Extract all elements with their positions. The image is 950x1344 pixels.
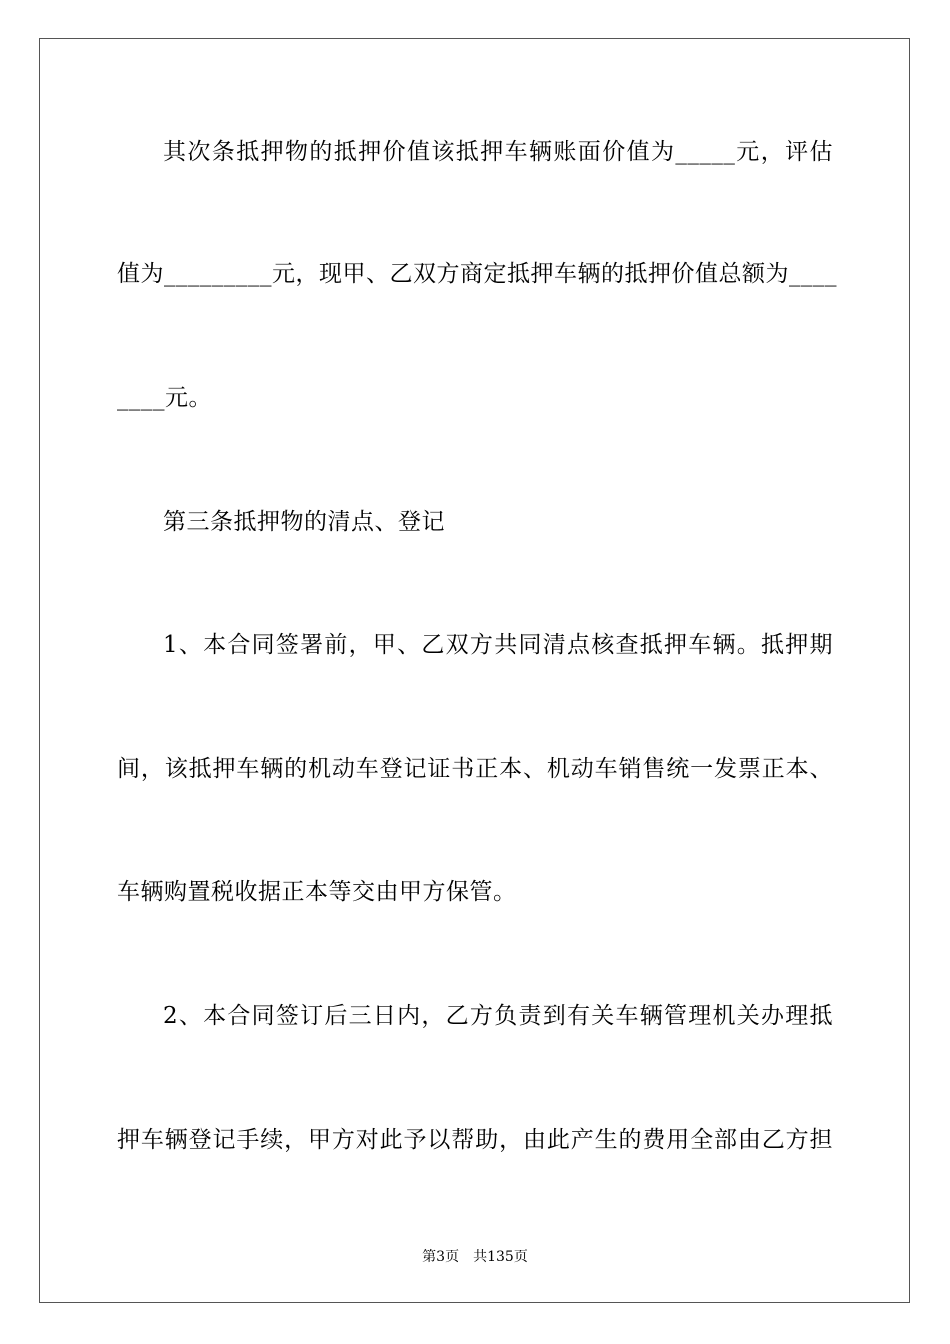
paragraph-line-3: ____元。: [117, 385, 212, 411]
page-border: [39, 38, 910, 1303]
page-number: 第3页: [422, 1249, 460, 1265]
page-total: 共135页: [473, 1249, 528, 1265]
paragraph-line-6: 间，该抵押车辆的机动车登记证书正本、机动车销售统一发票正本、: [117, 756, 833, 782]
page-footer: [0, 1248, 950, 1266]
paragraph-line-7: 车辆购置税收据正本等交由甲方保管。: [117, 879, 517, 905]
section-heading: 第三条抵押物的清点、登记: [163, 509, 445, 535]
paragraph-line-2: 值为_________元，现甲、乙双方商定抵押车辆的抵押价值总额为____: [117, 261, 837, 287]
paragraph-line-5: 1、本合同签署前，甲、乙双方共同清点核查抵押车辆。抵押期: [163, 632, 833, 658]
paragraph-line-9: 押车辆登记手续，甲方对此予以帮助，由此产生的费用全部由乙方担: [117, 1127, 833, 1153]
paragraph-line-8: 2、本合同签订后三日内，乙方负责到有关车辆管理机关办理抵: [163, 1003, 833, 1029]
paragraph-line-1: 其次条抵押物的抵押价值该抵押车辆账面价值为_____元，评估: [163, 139, 833, 165]
